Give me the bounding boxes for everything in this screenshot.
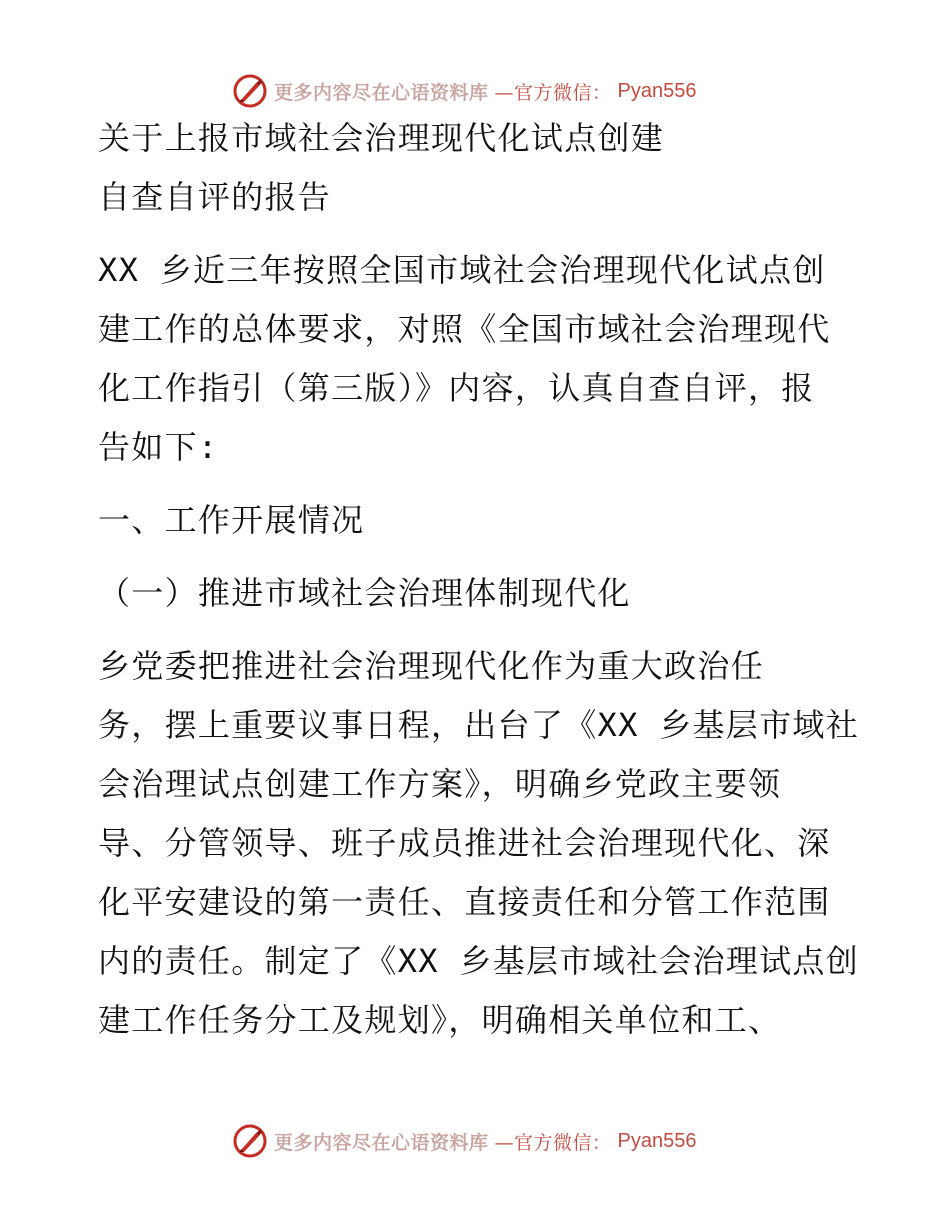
body-line: 内的责任。制定了《XX 乡基层市域社会治理试点创 — [98, 942, 859, 980]
document-title-line-2: 自查自评的报告 — [98, 178, 332, 216]
intro-line: XX 乡近三年按照全国市域社会治理现代化试点创 — [98, 251, 826, 289]
quill-pen-logo-icon — [232, 73, 268, 109]
intro-line: 告如下: — [98, 428, 219, 466]
watermark-wechat-label: —官方微信： — [494, 81, 612, 104]
body-line: 务，摆上重要议事日程，出台了《XX 乡基层市域社 — [98, 706, 859, 744]
header-watermark — [232, 71, 712, 111]
intro-line: 建工作的总体要求，对照《全国市域社会治理现代 — [98, 310, 831, 348]
watermark-text: 更多内容尽在心语资料库 — [274, 81, 489, 104]
body-line: 建工作任务分工及规划》，明确相关单位和工、 — [98, 1001, 782, 1039]
watermark-wechat-id: Pyan556 — [617, 79, 697, 102]
body-line: 导、分管领导、班子成员推进社会治理现代化、深 — [98, 824, 831, 862]
footer-watermark — [232, 1121, 712, 1161]
document-title-line-1: 关于上报市域社会治理现代化试点创建 — [98, 119, 665, 157]
section-heading: 一、工作开展情况 — [98, 501, 365, 539]
document-body — [98, 120, 868, 1039]
quill-pen-logo-icon — [232, 1123, 268, 1159]
watermark-wechat-id: Pyan556 — [617, 1129, 697, 1152]
watermark-text: 更多内容尽在心语资料库 — [274, 1131, 489, 1154]
body-line: 乡党委把推进社会治理现代化作为重大政治任 — [98, 647, 765, 685]
body-line: 会治理试点创建工作方案》，明确乡党政主要领 — [98, 765, 782, 803]
intro-line: 化工作指引（第三版）》内容，认真自查自评，报 — [98, 369, 815, 407]
body-line: 化平安建设的第一责任、直接责任和分管工作范围 — [98, 883, 831, 921]
subsection-heading: （一）推进市域社会治理体制现代化 — [98, 574, 631, 612]
watermark-wechat-label: —官方微信： — [494, 1131, 612, 1154]
